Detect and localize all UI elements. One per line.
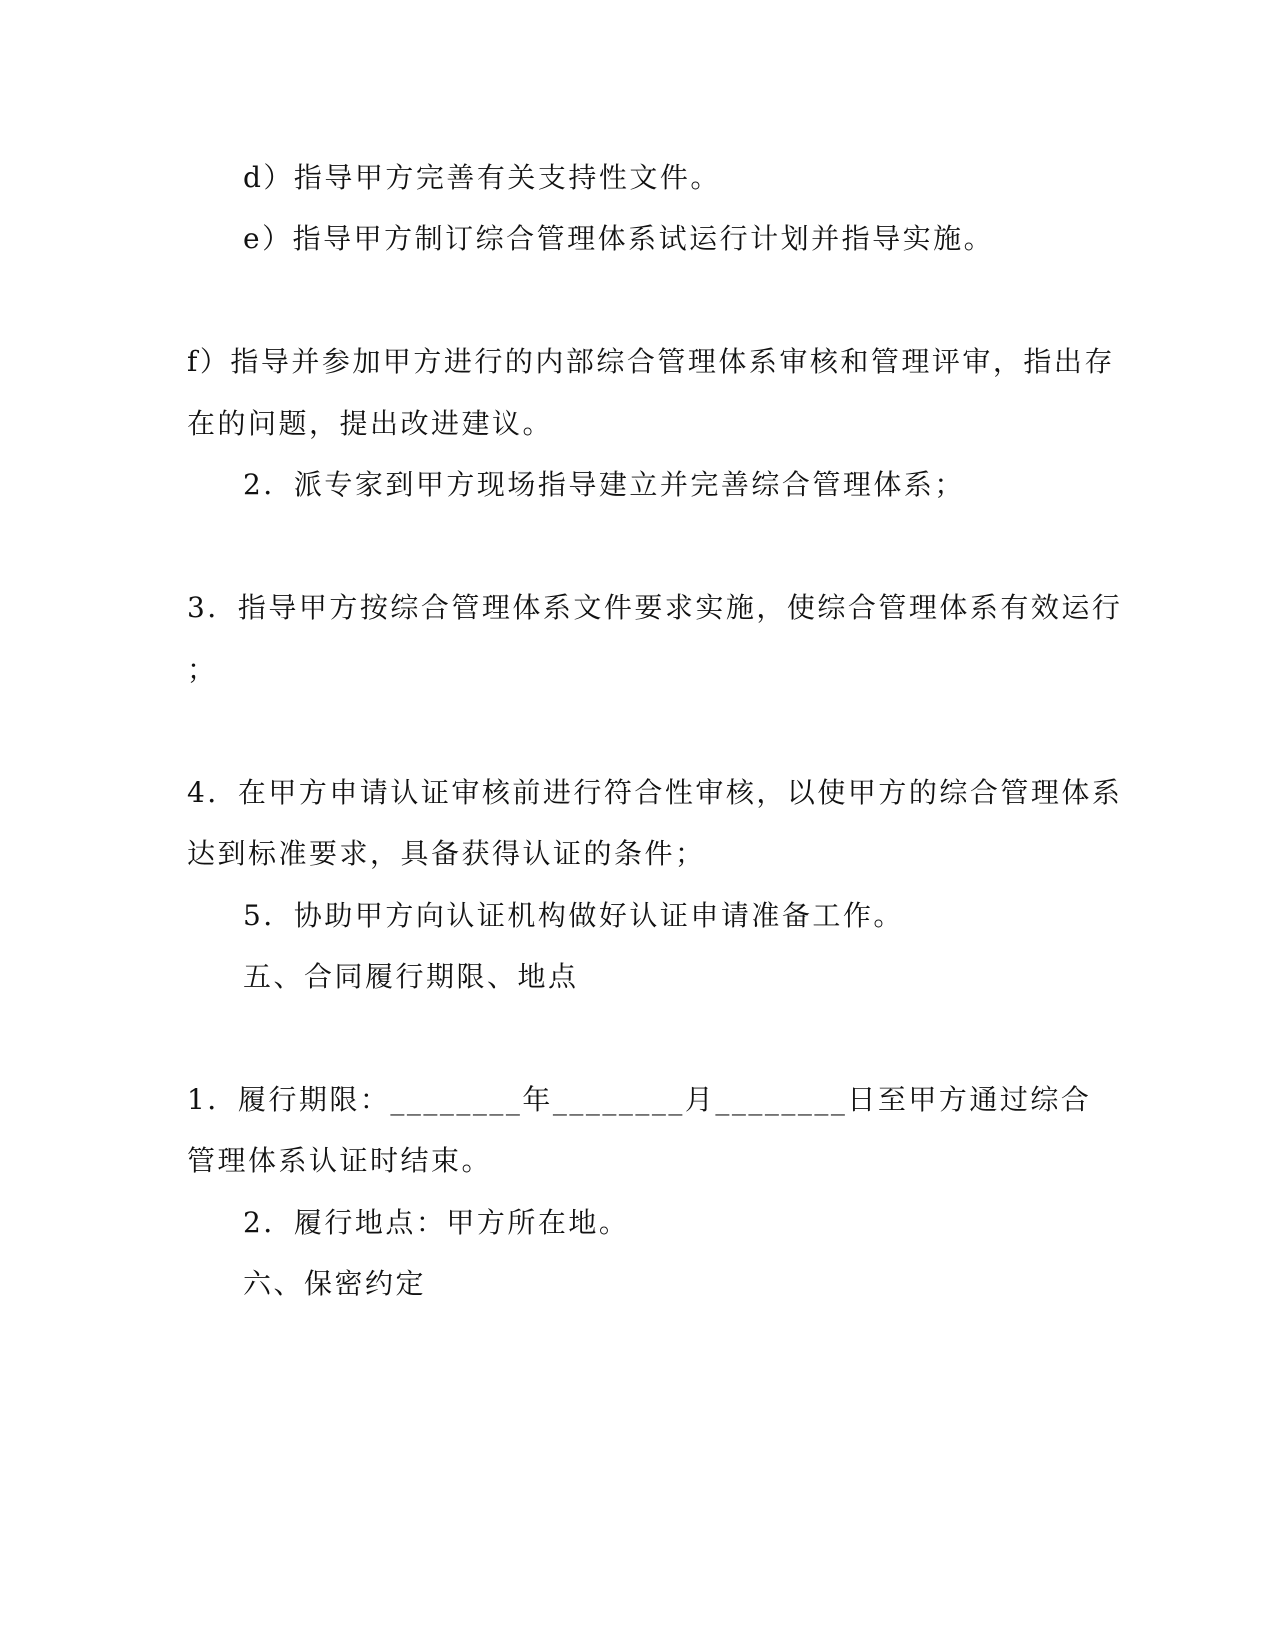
section-5-heading: 五、合同履行期限、地点	[243, 960, 579, 993]
item-4-line1: 4．在甲方申请认证审核前进行符合性审核，以使甲方的综合管理体系	[187, 776, 1123, 809]
clause-e: e）指导甲方制订综合管理体系试运行计划并指导实施。	[243, 222, 995, 255]
item-2: 2．派专家到甲方现场指导建立并完善综合管理体系；	[243, 468, 965, 501]
item-3-line1: 3．指导甲方按综合管理体系文件要求实施，使综合管理体系有效运行	[187, 591, 1123, 624]
item-3-line2: ；	[187, 653, 218, 686]
clause-d: d）指导甲方完善有关支持性文件。	[243, 161, 721, 194]
clause-f-line1: f）指导并参加甲方进行的内部综合管理体系审核和管理评审，指出存	[187, 345, 1115, 378]
item-5: 5．协助甲方向认证机构做好认证申请准备工作。	[243, 899, 904, 932]
item-4-line2: 达到标准要求，具备获得认证的条件；	[187, 837, 706, 870]
section-6-heading: 六、保密约定	[243, 1267, 427, 1300]
term-line2: 管理体系认证时结束。	[187, 1144, 493, 1177]
term-line1: 1．履行期限：________年________月________日至甲方通过综合	[187, 1083, 1092, 1116]
clause-f-line2: 在的问题，提出改进建议。	[187, 407, 554, 440]
place-line: 2．履行地点：甲方所在地。	[243, 1206, 630, 1239]
